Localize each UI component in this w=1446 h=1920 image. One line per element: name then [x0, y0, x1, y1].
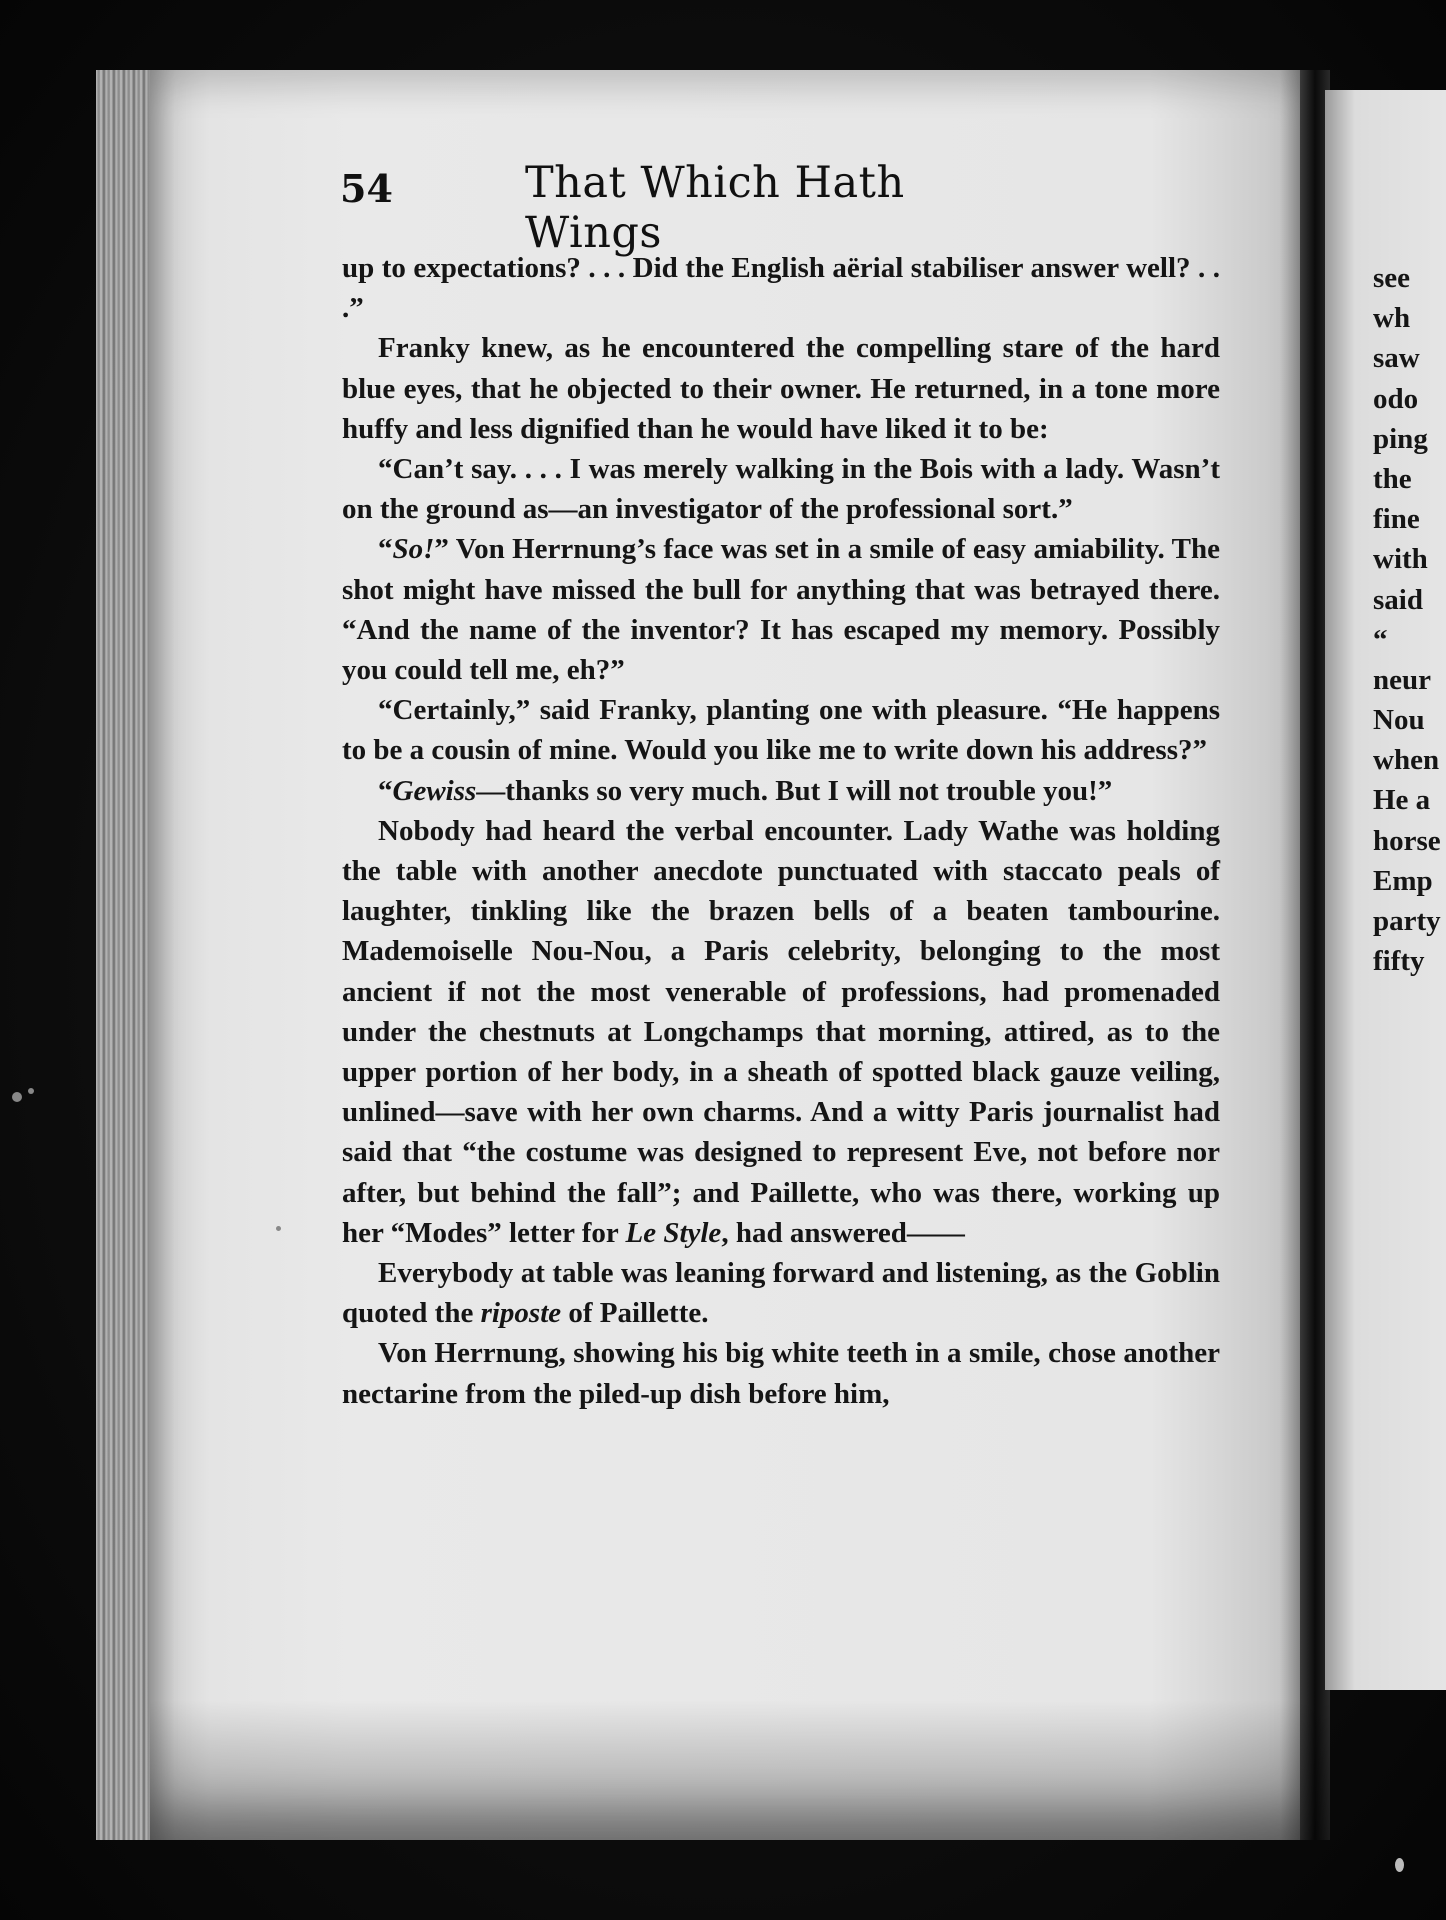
- text-run: —thanks so very much. But I will not trouble you!”: [476, 774, 1113, 807]
- text-run: Von Herrnung, showing his big white teeth in a smile, chose another nectarine from the piled-up dish before him,: [342, 1337, 1220, 1410]
- facing-page-line: fine: [1373, 503, 1420, 536]
- text-run: ” Von Herrnung’s face was set in a smile of easy amiability. The shot might have missed the bull for anything that was betrayed there. “And the name of the inventor? It has escaped my memory. Possibly you could tell me, eh?”: [342, 533, 1220, 687]
- facing-page-line: horse: [1373, 824, 1441, 857]
- paragraph: [342, 771, 1220, 811]
- facing-page-line: ping: [1373, 422, 1428, 455]
- page-bottom-shadow: [150, 1700, 1330, 1840]
- facing-page-line: fifty: [1373, 945, 1425, 978]
- italic-text: So!: [392, 533, 435, 566]
- dust-speck: [12, 1092, 22, 1102]
- paragraph: [342, 248, 1220, 328]
- paragraph: [342, 449, 1220, 529]
- facing-page-line: Nou: [1373, 704, 1425, 737]
- facing-page-line: odo: [1373, 382, 1419, 415]
- text-run: Franky knew, as he encountered the compelling stare of the hard blue eyes, that he objected to their owner. He returned, in a tone more huffy and less dignified than he would have liked it to be:: [342, 332, 1220, 445]
- dust-speck: [1395, 1858, 1404, 1872]
- facing-page-line: Emp: [1373, 864, 1433, 897]
- facing-page-line: the: [1373, 462, 1412, 495]
- text-run: of Paillette.: [561, 1297, 709, 1330]
- text-run: “: [378, 533, 393, 566]
- paragraph: [342, 811, 1220, 1253]
- paragraph: [342, 1253, 1220, 1333]
- italic-text: Gewiss: [392, 774, 477, 807]
- text-run: , had answered——: [721, 1216, 965, 1249]
- facing-page-line: said: [1373, 583, 1423, 616]
- paragraph: [342, 328, 1220, 449]
- paragraph: [342, 1333, 1220, 1413]
- facing-page-line: saw: [1373, 342, 1420, 375]
- dust-speck: [276, 1226, 281, 1231]
- text-run: up to expectations? . . . Did the English aërial stabiliser answer well? . . .”: [342, 252, 1220, 325]
- italic-text: Le Style: [625, 1216, 722, 1249]
- facing-page-line: He a: [1373, 784, 1431, 817]
- facing-page-line: party: [1373, 905, 1441, 937]
- running-title: That Which Hath Wings: [525, 158, 905, 258]
- facing-page-text: [1373, 258, 1441, 981]
- facing-page-line: neur: [1373, 663, 1431, 696]
- dust-speck: [28, 1088, 34, 1094]
- italic-text: riposte: [480, 1297, 562, 1330]
- text-run: Nobody had heard the verbal encounter. Lady Wathe was holding the table with another anecdote punctuated with staccato peals of laughter, tinkling like the brazen bells of a beaten tambourine. Mademoiselle Nou-Nou, a Paris celebrity, belonging to the most ancient if not the most venerable of professions, had promenaded under the chestnuts at Longchamps that morning, attired, as to the upper portion of her body, in a sheath of spotted black gauze veiling, unlined—save with her own charms. And a witty Paris journalist had said that “the costume was designed to represent Eve, not before nor after, but behind the fall”; and Paillette, who was there, working up her “Modes” letter for: [342, 814, 1220, 1249]
- facing-page-line: when: [1373, 744, 1440, 777]
- page-number: 54: [340, 166, 393, 211]
- text-run: “Can’t say. . . . I was merely walking in the Bois with a lady. Wasn’t on the ground as—an investigator of the professional sort.”: [342, 453, 1220, 526]
- text-run: “Certainly,” said Franky, planting one with pleasure. “He happens to be a cousin of mine. Would you like me to write down his address?”: [342, 694, 1220, 767]
- text-run: Everybody at table was leaning forward and listening, as the Goblin quoted the: [342, 1257, 1220, 1330]
- facing-page-line: with: [1373, 543, 1428, 576]
- facing-page-line: see: [1373, 262, 1411, 294]
- body-text: [342, 248, 1220, 1414]
- paragraph: [342, 529, 1220, 690]
- facing-page-line: “: [1373, 623, 1388, 656]
- text-run: “: [378, 774, 393, 807]
- page-header: [340, 158, 1040, 258]
- facing-page-line: wh: [1373, 302, 1411, 335]
- paragraph: [342, 690, 1220, 770]
